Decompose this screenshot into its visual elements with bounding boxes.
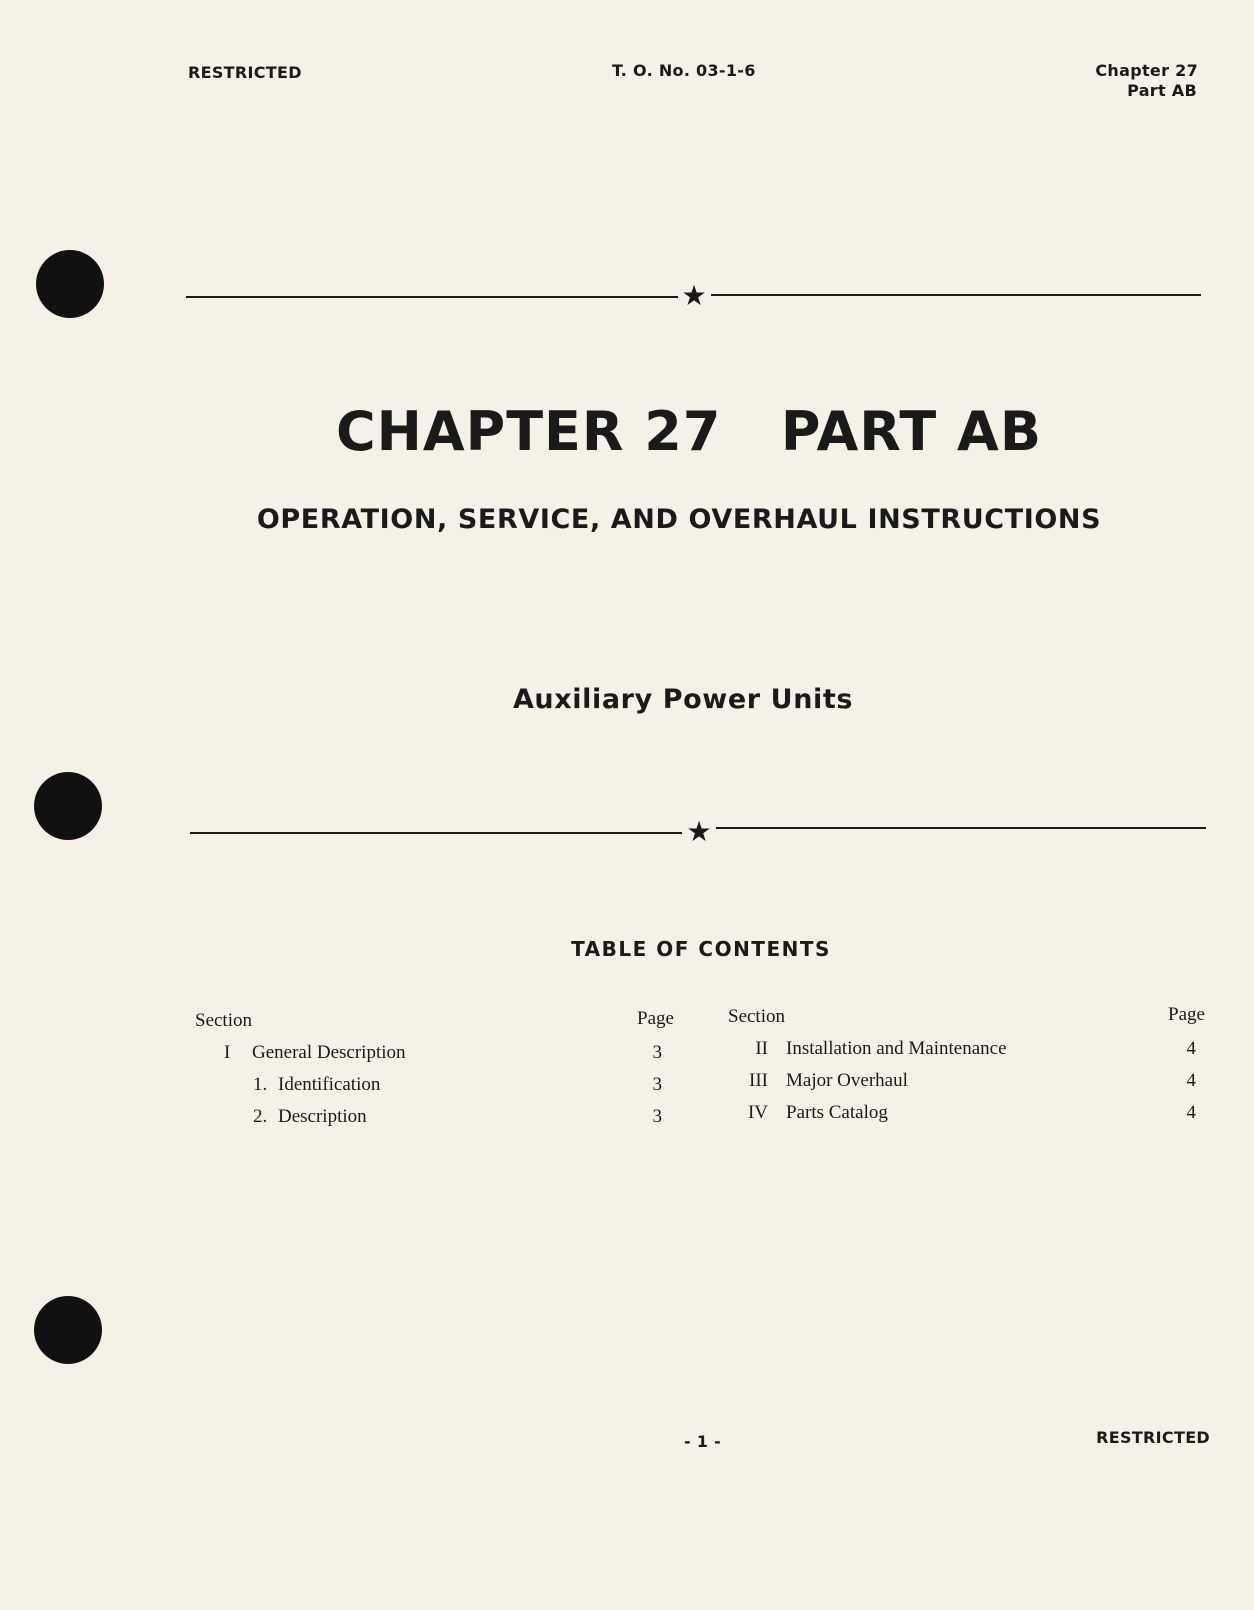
toc-right-section-header: Section bbox=[728, 1006, 785, 1027]
header-document-number: T. O. No. 03-1-6 bbox=[612, 61, 756, 80]
toc-left-section-header: Section bbox=[195, 1010, 252, 1031]
header-part: Part AB bbox=[1127, 81, 1197, 100]
toc-entry-page: 4 bbox=[1186, 1070, 1196, 1091]
header-chapter: Chapter 27 bbox=[1095, 61, 1198, 80]
toc-entry-title: Installation and Maintenance bbox=[786, 1038, 1007, 1059]
chapter-title: CHAPTER 27 PART AB bbox=[336, 400, 1042, 463]
top-divider-right bbox=[711, 294, 1201, 296]
star-icon: ★ bbox=[686, 815, 712, 848]
toc-entry-number: III bbox=[749, 1070, 768, 1091]
toc-entry-number: I bbox=[224, 1042, 231, 1063]
toc-entry-title: General Description bbox=[252, 1042, 406, 1063]
toc-entry-number: II bbox=[755, 1038, 768, 1059]
header-classification: RESTRICTED bbox=[188, 63, 302, 82]
toc-entry-number: 2. bbox=[253, 1106, 268, 1127]
toc-left-page-header: Page bbox=[637, 1008, 674, 1029]
toc-right-page-header: Page bbox=[1168, 1004, 1205, 1025]
toc-entry-page: 3 bbox=[652, 1106, 662, 1127]
toc-entry-number: 1. bbox=[253, 1074, 268, 1095]
punch-hole-bottom bbox=[34, 1296, 102, 1364]
star-icon: ★ bbox=[681, 279, 707, 312]
toc-entry-title: Description bbox=[278, 1106, 367, 1127]
subject-title: Auxiliary Power Units bbox=[512, 684, 854, 715]
toc-entry-title: Parts Catalog bbox=[786, 1102, 888, 1123]
punch-hole-middle bbox=[34, 772, 102, 840]
toc-entry-number: IV bbox=[747, 1102, 768, 1123]
toc-entry-page: 4 bbox=[1186, 1038, 1196, 1059]
punch-hole-top bbox=[36, 250, 104, 318]
toc-entry-title: Identification bbox=[278, 1074, 381, 1095]
top-divider-left bbox=[186, 296, 678, 298]
page-number: - 1 - bbox=[684, 1432, 722, 1451]
toc-entry-page: 4 bbox=[1186, 1102, 1196, 1123]
bottom-divider-left bbox=[190, 832, 682, 834]
toc-entry-title: Major Overhaul bbox=[786, 1070, 908, 1091]
toc-heading: TABLE OF CONTENTS bbox=[571, 937, 831, 961]
toc-entry-page: 3 bbox=[652, 1042, 662, 1063]
document-subtitle: OPERATION, SERVICE, AND OVERHAUL INSTRUCTIONS bbox=[256, 504, 1102, 535]
footer-classification: RESTRICTED bbox=[1096, 1428, 1210, 1447]
toc-entry-page: 3 bbox=[652, 1074, 662, 1095]
bottom-divider-right bbox=[716, 827, 1206, 829]
